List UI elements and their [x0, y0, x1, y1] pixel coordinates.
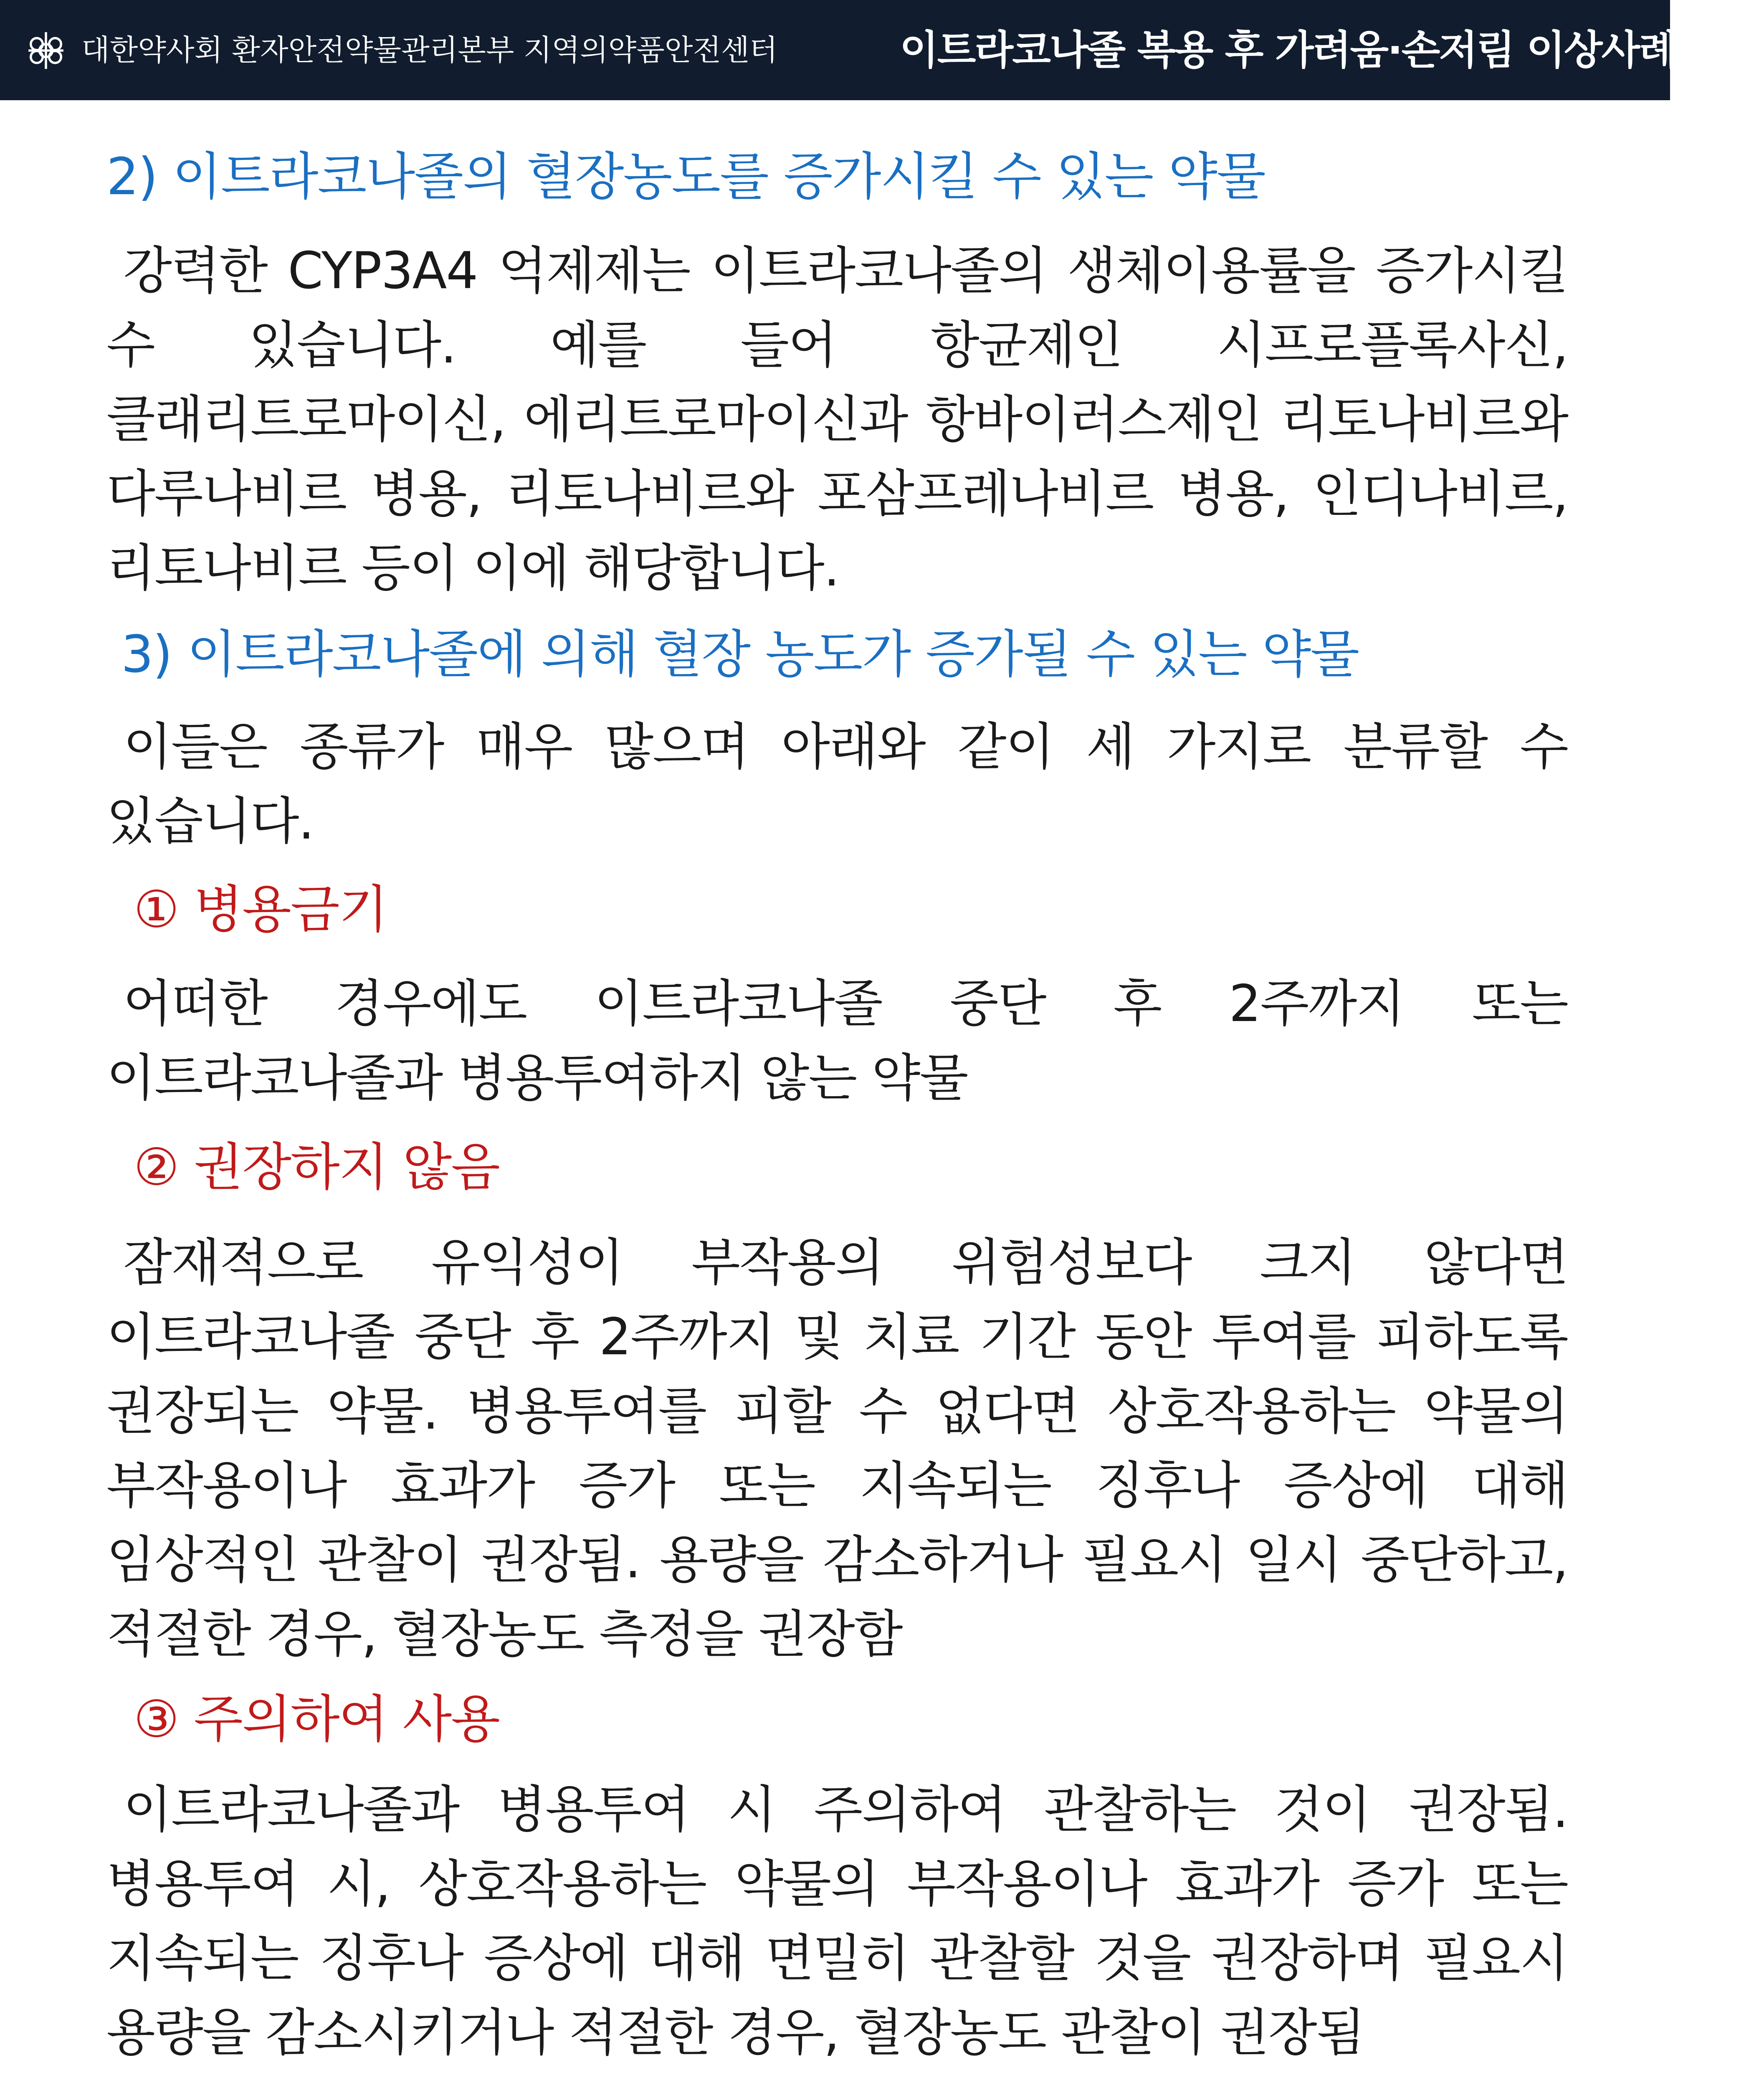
section-3-heading: 3) 이트라코나졸에 의해 혈장 농도가 증가될 수 있는 약물: [121, 625, 1359, 684]
section-2-heading: 2) 이트라코나졸의 혈장농도를 증가시킬 수 있는 약물: [106, 147, 1265, 206]
category-3-text: 이트라코나졸과 병용투여 시 주의하여 관찰하는 것이 권장됨. 병용투여 시, 상호작용하는 약물의 부작용이나 효과가 증가 또는 지속되는 징후나 증상에 대해 면밀히 관찰할 것을 권장하며 필요시 용량을 감소시키거나 적절한 경우, 혈장농도 관찰이 권장됨: [106, 1780, 1568, 2062]
section-2-text: 강력한 CYP3A4 억제제는 이트라코나졸의 생체이용률을 증가시킬 수 있습니다. 예를 들어 항균제인 시프로플록사신, 클래리트로마이신, 에리트로마이신과 항바이러스제인 리토나비르와 다루나비르 병용, 리토나비르와 포삼프레나비르 병용, 인디나비르, 리토나비르 등이 이에 해당합니다.: [106, 241, 1568, 598]
organization-name: 대한약사회 환자안전약물관리본부 지역의약품안전센터: [81, 33, 778, 67]
category-2-text: 잠재적으로 유익성이 부작용의 위험성보다 크지 않다면 이트라코나졸 중단 후 2주까지 및 치료 기간 동안 투여를 피하도록 권장되는 약물. 병용투여를 피할 수 없다면 상호작용하는 약물의 부작용이나 효과가 증가 또는 지속되는 징후나 증상에 대해 임상적인 관찰이 권장됨. 용량을 감소하거나 필요시 일시 중단하고, 적절한 경우, 혈장농도 측정을 권장함: [106, 1233, 1568, 1664]
category-1-heading: ① 병용금기: [134, 880, 387, 939]
category-3-heading: ③ 주의하여 사용: [134, 1690, 500, 1749]
page-header: [0, 0, 1764, 100]
category-2-paragraph: [106, 1226, 1568, 1672]
category-2-heading: ② 권장하지 않음: [134, 1138, 500, 1197]
category-1-text: 어떠한 경우에도 이트라코나졸 중단 후 2주까지 또는 이트라코나졸과 병용투여하지 않는 약물: [106, 974, 1568, 1107]
pharmacist-association-logo-icon: [23, 28, 69, 73]
section-2-paragraph: [106, 234, 1568, 606]
category-1-paragraph: [106, 967, 1568, 1115]
document-title: 이트라코나졸 복용 후 가려움·손저림 이상사례 발생: [900, 27, 1764, 73]
section-3-paragraph: [106, 710, 1568, 859]
category-3-paragraph: [106, 1773, 1568, 2070]
section-3-text: 이들은 종류가 매우 많으며 아래와 같이 세 가지로 분류할 수 있습니다.: [106, 717, 1568, 851]
